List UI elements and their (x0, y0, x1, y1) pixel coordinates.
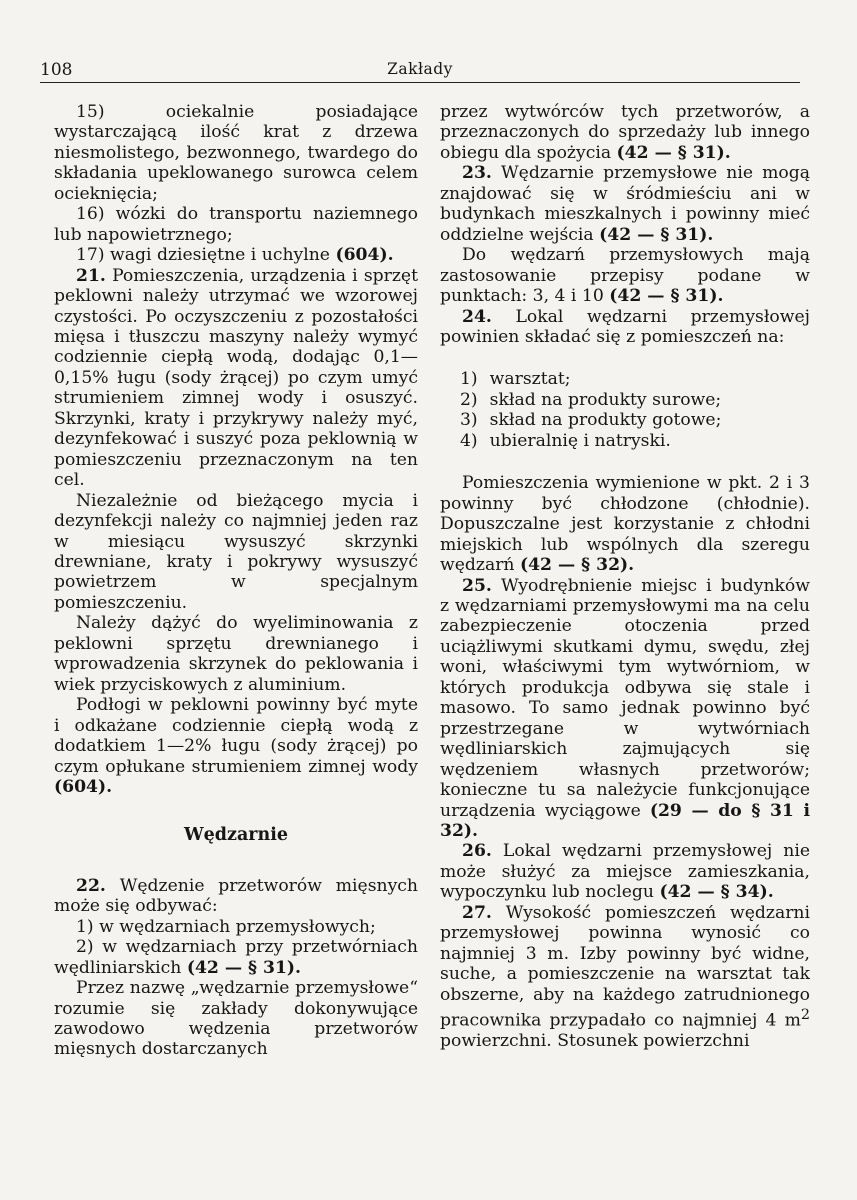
section-23-text: Wędzarnie przemysłowe nie mogą znajdować się w śródmieściu ani w budynkach mieszkalnych i powinny mieć oddzielne wejścia (440, 163, 810, 245)
section-24 (440, 307, 810, 348)
section-23 (440, 163, 810, 245)
left-column (54, 102, 418, 1187)
section-number: 22. (76, 875, 106, 896)
reference: (42 — § 31). (616, 142, 731, 163)
list-item (440, 431, 810, 451)
running-head: Zakłady (387, 60, 453, 78)
section-number: 21. (76, 265, 106, 286)
paragraph-item-16: 16) wózki do transportu naziemnego lub napowietrznego; (54, 204, 418, 245)
section-22-item-2 (54, 937, 418, 978)
section-22-text: Wędzenie przetworów mięsnych może się odbywać: (54, 875, 418, 917)
section-26 (440, 841, 810, 902)
paragraph-cooling (440, 473, 810, 575)
section-22-item-1: 1) w wędzarniach przemysłowych; (76, 916, 376, 937)
section-number: 25. (462, 575, 492, 596)
list-item (440, 390, 810, 410)
list-item (440, 410, 810, 430)
list-number: 3) (460, 410, 478, 431)
superscript: 2 (800, 1007, 810, 1024)
section-25-text: Wyodrębnienie miejsc i budynków z wędzarniami przemysłowymi ma na celu zabezpieczenie otoczenia przed uciążliwymi skutkami dymu, swędu, złej woni, właściwymi tym wytwórniom, w których produkcja odbywa się stale i masowo. To samo jednak powinno być przestrzegane w wytwórniach wędliniarskich zajmujących się wędzeniem własnych przetworów; konieczne tu sa należycie funkcjonujące urządzenia wyciągowe (440, 575, 810, 821)
cooling-text: Pomieszczenia wymienione w pkt. 2 i 3 powinny być chłodzone (chłodnie). Dopuszczalne jest korzystanie z chłodni miejskich lub wspólnych dla szeregu wędzarń (440, 473, 810, 576)
paragraph-item-15: 15) ociekalnie posiadające wystarczającą ilość krat z drzewa niesmolistego, bezwonnego, twardego do składania upeklowanego surowca celem ocieknięcia; (54, 102, 418, 204)
section-number: 23. (462, 163, 492, 184)
paragraph-monthly-drying: Niezależnie od bieżącego mycia i dezynfekcji należy co najmniej jeden raz w miesiącu wysuszyć skrzynki drewniane, kraty i pokrywy wysuszyć powietrzem w specjalnym pomieszczeniu. (54, 490, 418, 613)
section-21-text: Pomieszczenia, urządzenia i sprzęt peklowni należy utrzymać we wzorowej czystości. Po oczyszczeniu z pozostałości mięsa i tłuszczu maszyny należy wymyć codziennie ciepłą wodą, dodając 0,1—0,15% ługu (sody żrącej) po czym umyć strumieniem zimnej wody i osuszyć. Skrzynki, kraty i przykrywy należy myć, dezynfekować i suszyć poza peklownią w pomieszczeniu przeznaczonym na ten cel. (54, 265, 418, 491)
section-27-text-b: powierzchni. Stosunek powierzchni (440, 1031, 750, 1052)
paragraph-item-17 (54, 245, 418, 265)
regulations-text: Do wędzarń przemysłowych mają zastosowanie przepisy podane w punktach: 3, 4 i 10 (440, 245, 810, 307)
reference: (42 — § 32). (519, 555, 635, 576)
list-item (440, 369, 810, 389)
section-21 (54, 266, 418, 491)
section-24-text: Lokal wędzarni przemysłowej powinien składać się z pomieszczeń na: (440, 306, 810, 347)
item-2-text: 2) w wędzarniach przy przetwórniach wędliniarskich (54, 937, 418, 978)
reference: (604). (335, 245, 394, 266)
paragraph-floors (54, 695, 418, 797)
list-text: ubieralnię i natryski. (489, 430, 671, 451)
reference: (604). (54, 776, 113, 797)
continuation-text: przez wytwórców tych przetworów, a przeznaczonych do sprzedaży lub innego obiegu dla spożycia (440, 102, 810, 163)
section-number: 24. (462, 306, 492, 327)
reference: (42 — § 31). (186, 957, 302, 978)
paragraph-regulations (440, 245, 810, 306)
list-number: 4) (460, 430, 478, 451)
floors-text: Podłogi w peklowni powinny być myte i odkażane codziennie ciepłą wodą z dodatkiem 1—2% ługu (sody żrącej) po czym opłukane strumieniem zimnej wody (54, 695, 418, 777)
right-column (440, 102, 810, 1187)
reference: (29 — do § 31 i 32). (440, 800, 810, 841)
list-number: 2) (460, 389, 478, 410)
paragraph-continuation (440, 102, 810, 163)
list-text: skład na produkty surowe; (489, 389, 722, 410)
reference: (42 — § 31). (599, 224, 714, 245)
section-26-text: Lokal wędzarni przemysłowej nie może służyć za miejsce zamieszkania, wypoczynku lub noclegu (440, 841, 810, 903)
section-27-text-a: Wysokość pomieszczeń wędzarni przemysłowej powinna wynosić co najmniej 3 m. Izby powinny być widne, suche, a pomieszczenie na warsztat tak obszerne, aby na każdego zatrudnionego pracownika przypadało co najmniej 4 m (440, 902, 810, 1031)
page-header (40, 60, 800, 83)
section-number: 27. (462, 902, 492, 923)
reference: (42 — § 31). (609, 286, 724, 307)
list-text: warsztat; (489, 369, 571, 390)
section-25 (440, 576, 810, 842)
section-number: 26. (462, 841, 492, 862)
list-text: skład na produkty gotowe; (489, 410, 722, 431)
section-title: Wędzarnie (183, 825, 289, 846)
item-17-text: 17) wagi dziesiętne i uchylne (76, 245, 330, 266)
paragraph-eliminate-wood: Należy dążyć do wyeliminowania z peklowni sprzętu drewnianego i wprowadzenia skrzynek do peklowania i wiek przyciskowych z aluminium. (54, 613, 418, 695)
page-number: 108 (40, 60, 73, 80)
paragraph-definition: Przez nazwę „wędzarnie przemysłowe“ rozumie się zakłady dokonywujące zawodowo wędzenia przetworów mięsnych dostarczanych (54, 978, 418, 1060)
list-number: 1) (460, 369, 478, 390)
reference: (42 — § 34). (659, 882, 774, 903)
section-27 (440, 903, 810, 1052)
section-22 (54, 876, 418, 917)
